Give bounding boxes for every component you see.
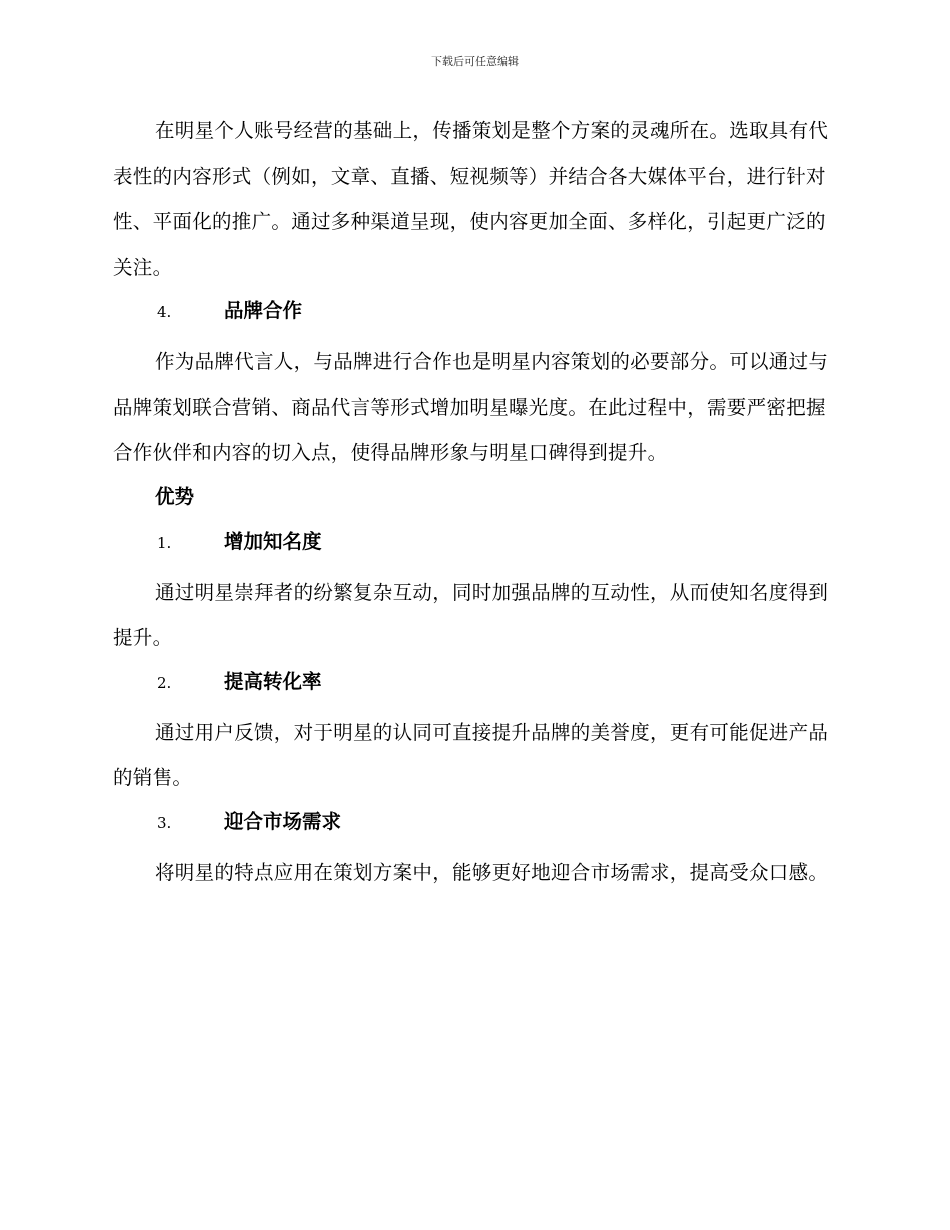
- heading-increase-awareness: [113, 525, 835, 559]
- paragraph-increase-awareness: 通过明星崇拜者的纷繁复杂互动，同时加强品牌的互动性，从而使知名度得到提升。: [113, 580, 829, 649]
- paragraph-market-demand: 将明星的特点应用在策划方案中，能够更好地迎合市场需求，提高受众口感。: [155, 860, 829, 884]
- heading-number: 3.: [157, 813, 172, 832]
- paragraph-dissemination: 在明星个人账号经营的基础上，传播策划是整个方案的灵魂所在。选取具有代表性的内容形式（例如，文章、直播、短视频等）并结合各大媒体平台，进行针对性、平面化的推广。通过多种渠道呈现，使内容更加全面、多样化，引起更广泛的关注。: [113, 119, 829, 279]
- heading-title: 增加知名度: [224, 529, 322, 553]
- heading-title: 提高转化率: [224, 669, 322, 693]
- heading-number: 2.: [157, 673, 172, 692]
- heading-market-demand: [113, 805, 835, 839]
- heading-brand-cooperation: [113, 294, 835, 328]
- heading-title: 品牌合作: [224, 299, 303, 322]
- paragraph-conversion-rate: 通过用户反馈，对于明星的认同可直接提升品牌的美誉度，更有可能促进产品的销售。: [113, 720, 829, 789]
- heading-number: 1.: [157, 533, 172, 552]
- heading-number: 4.: [157, 303, 172, 321]
- paragraph-brand-cooperation: 作为品牌代言人，与品牌进行合作也是明星内容策划的必要部分。可以通过与品牌策划联合营销、商品代言等形式增加明星曝光度。在此过程中，需要严密把握合作伙伴和内容的切入点，使得品牌形象与明星口碑得到提升。: [113, 350, 829, 464]
- section-heading-advantages: [113, 480, 835, 514]
- page-header: 下载后可任意编辑: [431, 55, 519, 68]
- heading-conversion-rate: [113, 665, 835, 699]
- section-title: 优势: [155, 484, 195, 508]
- heading-title: 迎合市场需求: [224, 809, 342, 833]
- document-body: [113, 108, 835, 895]
